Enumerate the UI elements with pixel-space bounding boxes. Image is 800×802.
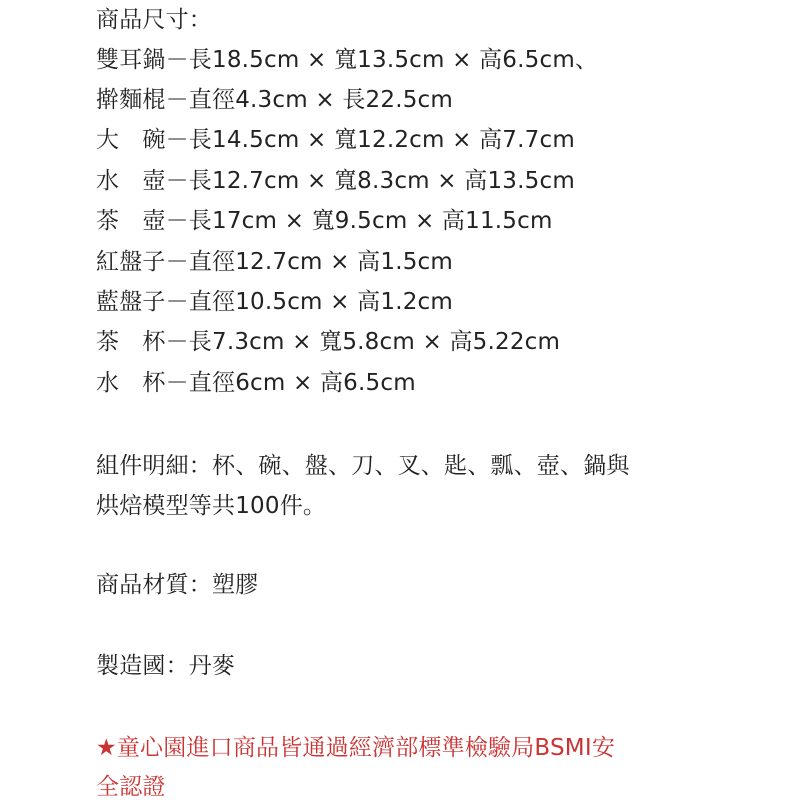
components-line-2: 烘焙模型等共100件。 [96, 493, 327, 519]
size-item-teapot: 茶 壺－長17cm × 寬9.5cm × 高11.5cm [96, 208, 553, 234]
bsmi-notice-line-1: ★童心園進口商品皆通過經濟部標準檢驗局BSMI安 [96, 735, 616, 761]
size-item-kettle: 水 壺－長12.7cm × 寬8.3cm × 高13.5cm [96, 168, 575, 194]
size-heading: 商品尺寸： [96, 7, 212, 33]
components-line-1: 組件明細：杯、碗、盤、刀、叉、匙、瓢、壺、鍋與 [96, 453, 630, 479]
size-item-bowl: 大 碗－長14.5cm × 寬12.2cm × 高7.7cm [96, 127, 575, 153]
material-line: 商品材質：塑膠 [96, 572, 259, 598]
size-item-pot: 雙耳鍋－長18.5cm × 寬13.5cm × 高6.5cm、 [96, 47, 599, 73]
size-item-blue-plate: 藍盤子－直徑10.5cm × 高1.2cm [96, 289, 453, 315]
size-item-rolling-pin: 擀麵棍－直徑4.3cm × 長22.5cm [96, 87, 453, 113]
bsmi-notice-line-2: 全認證 [96, 774, 166, 800]
size-item-water-cup: 水 杯－直徑6cm × 高6.5cm [96, 370, 416, 396]
size-item-teacup: 茶 杯－長7.3cm × 寬5.8cm × 高5.22cm [96, 329, 561, 355]
size-item-red-plate: 紅盤子－直徑12.7cm × 高1.5cm [96, 249, 453, 275]
origin-line: 製造國：丹麥 [96, 653, 236, 679]
